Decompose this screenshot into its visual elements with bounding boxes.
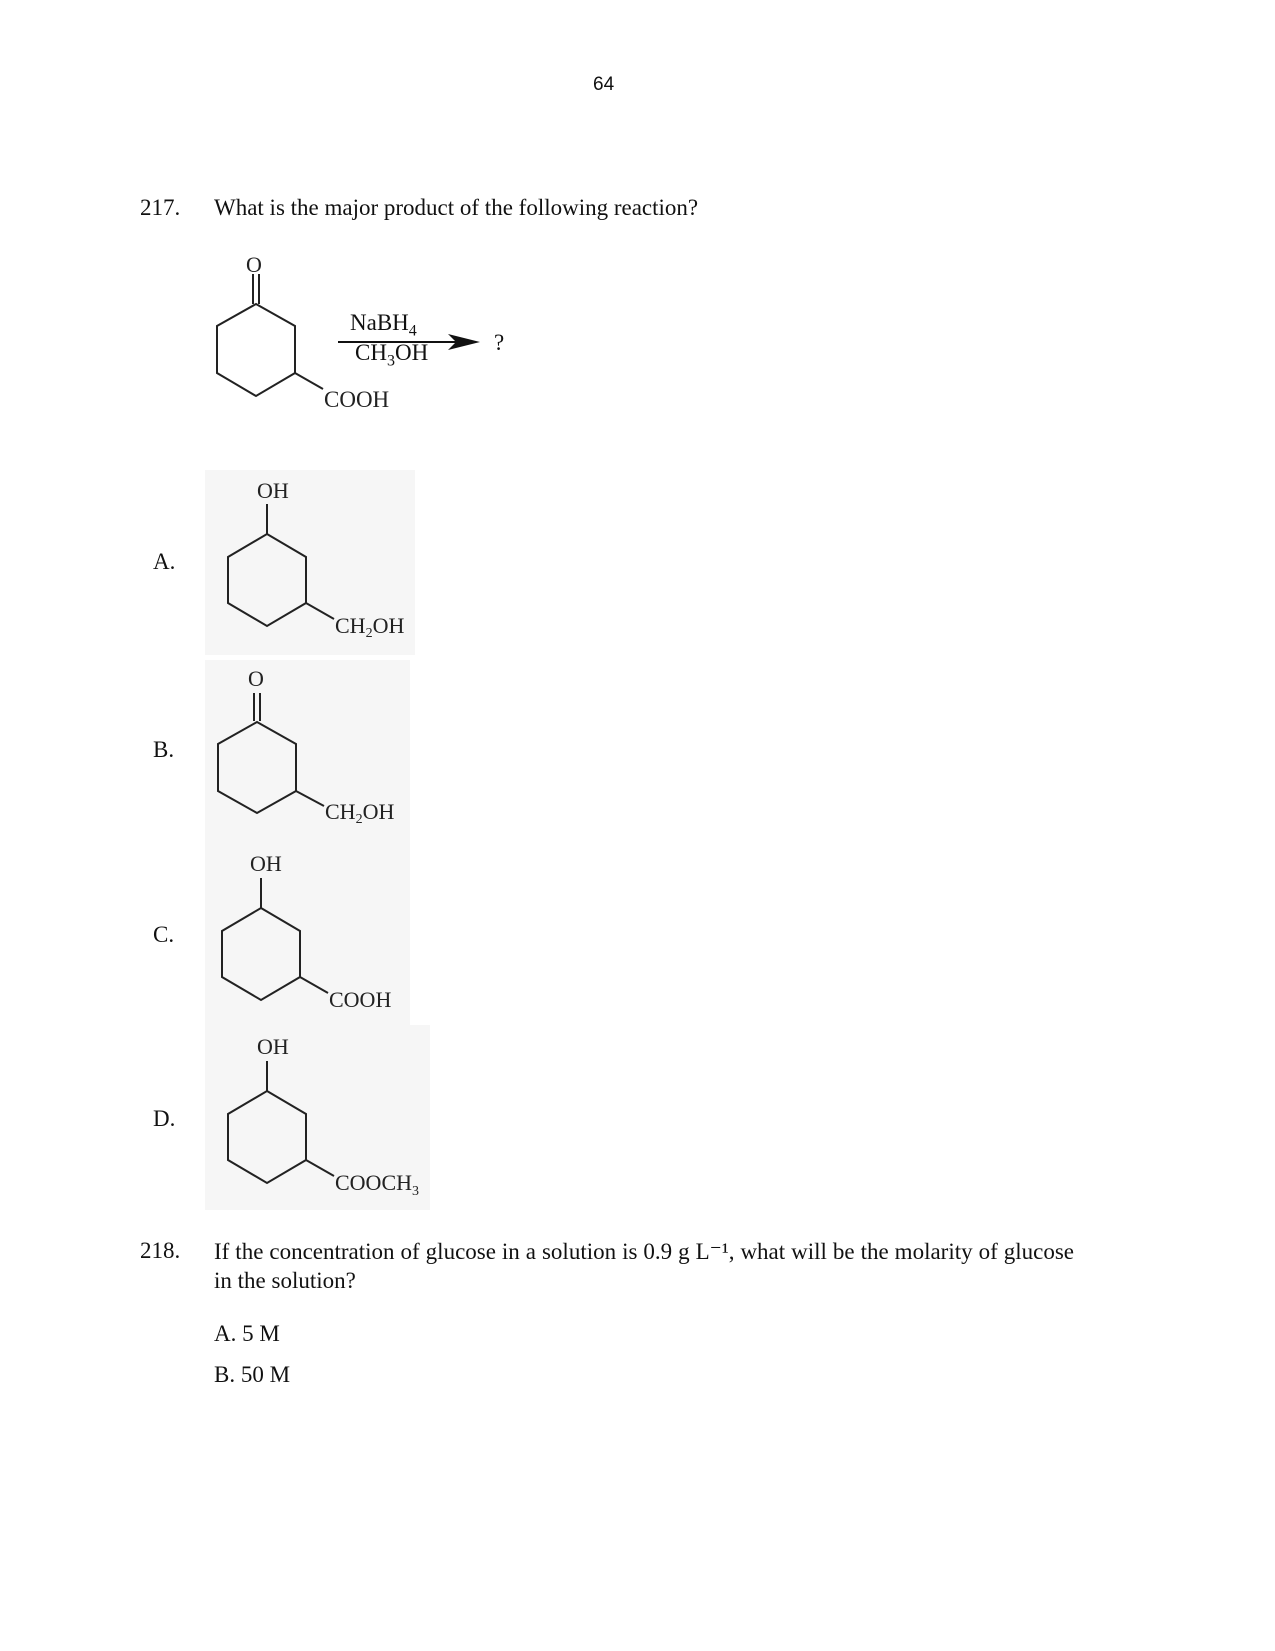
question-text-218: If the concentration of glucose in a solution is 0.9 g L⁻¹, what will be the molarity of glucose in the solution? [214,1239,1074,1293]
option-c-structure [205,845,410,1025]
option-a-structure [205,470,415,655]
option-d-letter: D. [153,1106,176,1131]
option-c-letter: C. [153,922,175,947]
question-number-218: 218. [140,1238,181,1263]
option-a-image [205,470,415,655]
option-c-sub-group: COOH [329,987,392,1012]
answer-option-a: A. 5 M [214,1321,280,1346]
option-a-top-group: OH [257,478,289,503]
option-c-image [205,845,410,1025]
reagent-top-formula: NaBH$_4$ [350,310,417,340]
option-d-sub-group: $COOCH_3$ [335,1170,420,1199]
option-b-image [205,660,410,845]
option-d-top-group: OH [257,1034,289,1059]
option-a-letter: A. [153,549,176,574]
option-b-letter: B. [153,737,175,762]
option-a-sub-text: CH [335,613,366,638]
reagent-bottom-formula: $CH_3OH$ [355,340,429,370]
option-d-structure [205,1025,430,1210]
option-c-top-group: OH [250,851,282,876]
question-text: What is the major product of the following reaction? [214,195,699,220]
option-b-sub-group: CH2OH [325,799,395,827]
option-d-image [205,1025,430,1210]
option-a-sub-group: CH2OH [335,613,405,641]
carbonyl-oxygen-label: O [246,252,262,277]
answer-option-b: B. 50 M [214,1362,291,1387]
substituent-label: COOH [324,387,390,412]
option-b-top-group: O [248,666,264,691]
option-b-structure [205,660,410,845]
product-placeholder: ? [494,330,505,355]
question-number: 217. [140,195,181,220]
page-number: 64 [593,74,615,95]
reagent-bottom [355,340,428,371]
